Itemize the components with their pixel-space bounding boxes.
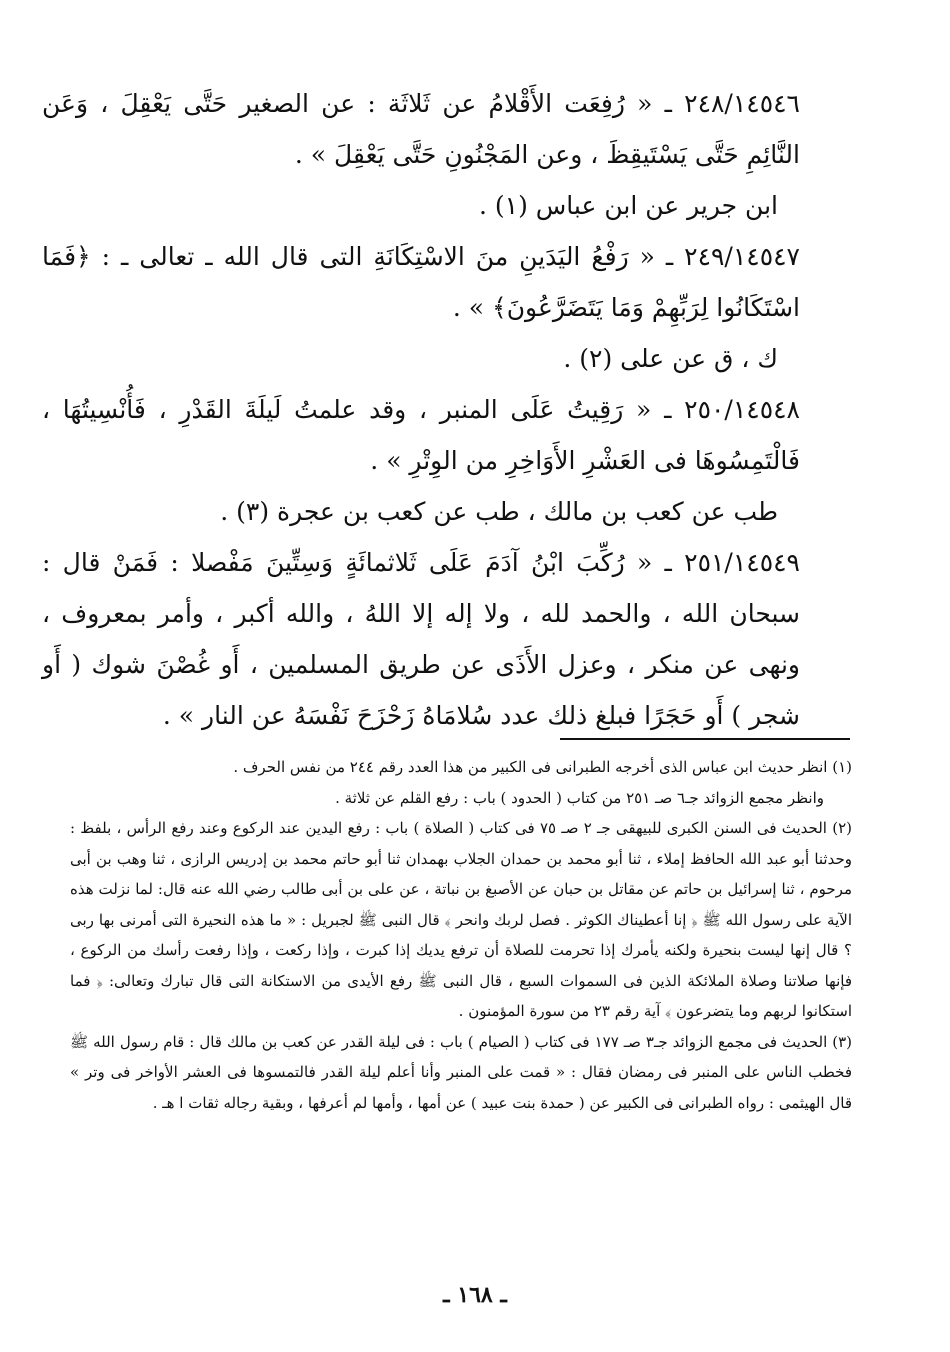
page-number: ـ ١٦٨ ـ	[443, 1282, 507, 1308]
footnotes-block	[70, 752, 852, 1118]
footnote-separator	[560, 738, 850, 740]
hadith-250: ٢٥٠/١٤٥٤٨ ـ « رَقِيتُ عَلَى المنبر ، وقد علمتُ لَيلَةَ القَدْرِ ، فَأُنْسِيتُهَا ، فَالْتَمِسُوهَا فى العَشْرِ الأَوَاخِرِ من الوِتْرِ » .	[42, 395, 800, 475]
hadith-248-source: ابن جرير عن ابن عباس (١) .	[479, 191, 778, 220]
footnote-2: (٢) الحديث فى السنن الكبرى للبيهقى جـ ٢ صـ ٧٥ فى كتاب ( الصلاة ) باب : رفع اليدين عند الركوع وعند رفع الرأس ، بلفظ : وحدثنا أبو عبد الله الحافظ إملاء ، ثنا أبو محمد بن حمدان الجلاب بهمدان ثنا أبو حاتم محمد بن إدريس الرازى ، ثنا وهب بن أبى مرحوم ، ثنا إسرائيل بن حاتم عن مقاتل بن حبان عن الأصبغ بن نباتة ، عن على بن أبى طالب رضي الله عنه قال: لما نزلت هذه الآية على رسول الله ﷺ ﴿ إنا أعطيناك الكوثر . فصل لربك وانحر ﴾ قال النبى ﷺ لجبريل : « ما هذه النحيرة التى أمرنى بها ربى ؟ قال إنها ليست بنحيرة ولكنه يأمرك إذا تحرمت للصلاة أن ترفع يديك إذا كبرت ، وإذا ركعت ، وإذا رفعت رأسك من الركوع ، فإنها صلاتنا وصلاة الملائكة الذين فى السموات السبع ، قال النبى ﷺ رفع الأيدى من الاستكانة التى قال تبارك وتعالى: ﴿ فما استكانوا لربهم وما يتضرعون ﴾ آية رقم ٢٣ من سورة المؤمنون .	[70, 819, 852, 1020]
hadith-251: ٢٥١/١٤٥٤٩ ـ « رُكِّبَ ابْنُ آدَمَ عَلَى ثَلاثمائَةٍ وَسِتِّينَ مَفْصلا : فَمَنْ قال : سبحان الله ، والحمد لله ، ولا إله إلا اللهُ ، والله أكبر ، وأمر بمعروف ، ونهى عن منكر ، وعزل الأَذَى عن طريق المسلمين ، أَو غُصْنَ شوك ( أَو شجر ) أَو حَجَرًا فبلغ ذلك عدد سُلامَاهُ زَحْزَحَ نَفْسَهُ عن النار » .	[42, 548, 800, 730]
footnote-1-line-1: (١) انظر حديث ابن عباس الذى أخرجه الطبرانى فى الكبير من هذا العدد رقم ٢٤٤ من نفس الحرف .	[233, 758, 852, 776]
footnote-1-line-2: وانظر مجمع الزوائد جـ٦ صـ ٢٥١ من كتاب ( الحدود ) باب : رفع القلم عن ثلاثة .	[335, 788, 824, 807]
hadith-249-source: ك ، ق عن على (٢) .	[563, 344, 778, 373]
hadith-249: ٢٤٩/١٤٥٤٧ ـ « رَفْعُ اليَدَينِ منَ الاسْتِكَانَةِ التى قال الله ـ تعالى ـ : ﴿فَمَا اسْتَكَانُوا لِرَبِّهِمْ وَمَا يَتَضَرَّعُونَ﴾ » .	[42, 242, 800, 322]
hadith-text-block	[42, 78, 800, 741]
footnote-3: (٣) الحديث فى مجمع الزوائد جـ٣ صـ ١٧٧ فى كتاب ( الصيام ) باب : فى ليلة القدر عن كعب بن مالك قال : قام رسول الله ﷺ فخطب الناس على المنبر فى رمضان فقال : « قمت على المنبر وأنا أعلم ليلة القدر فالتمسوها فى العشر الأواخر فى وتر » قال الهيثمى : رواه الطبرانى فى الكبير عن ( حمدة بنت عبيد ) عن أمها ، وأمها لم أعرفها ، وبقية رجاله ثقات ا هـ .	[70, 1032, 853, 1112]
hadith-248: ٢٤٨/١٤٥٤٦ ـ « رُفِعَت الأَقْلامُ عن ثَلاثَة : عن الصغير حَتَّى يَعْقِلَ ، وَعَن النَّائِمِ حَتَّى يَسْتَيقِظَ ، وعن المَجْنُونِ حَتَّى يَعْقِلَ » .	[42, 89, 800, 169]
hadith-250-source: طب عن كعب بن مالك ، طب عن كعب بن عجرة (٣) .	[220, 497, 778, 526]
